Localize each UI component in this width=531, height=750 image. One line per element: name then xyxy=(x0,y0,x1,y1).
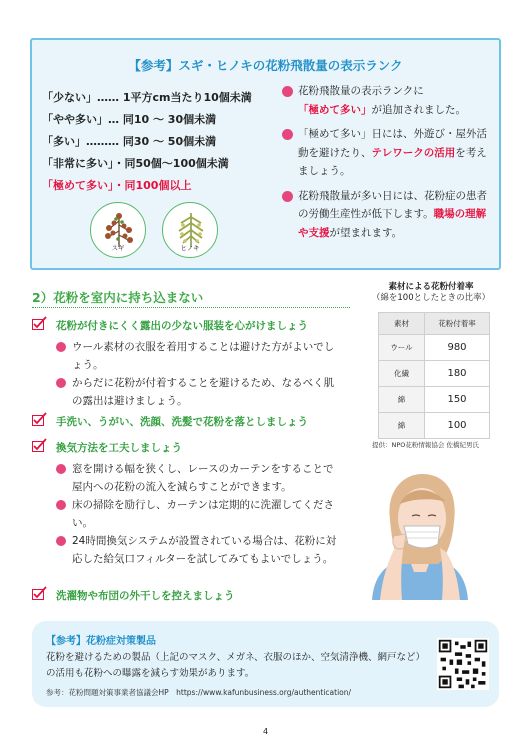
table-cell-value: 100 xyxy=(425,413,490,439)
rank-row: 「少ない」…… 1平方cm当たり10個未満 xyxy=(42,91,252,104)
section-divider xyxy=(32,307,350,308)
woman-with-mask-illustration xyxy=(360,460,480,600)
page-number: 4 xyxy=(262,727,269,736)
table-cell-material: 綿 xyxy=(379,387,425,413)
rank-row-extreme: 「極めて多い」・同100個以上 xyxy=(42,179,192,192)
table-cell-material: ウール xyxy=(379,335,425,361)
products-text: 花粉を避けるための製品（上記のマスク、メガネ、衣服のほか、空気清浄機、網戸など）の活用も花粉への曝露を減らす効果があります。 xyxy=(46,652,426,679)
table-header: 花粉付着率 xyxy=(425,313,490,335)
sub-bullet: 窓を開ける幅を狭くし、レースのカーテンをすることで屋内への花粉の流入を減らすことができます。 xyxy=(56,460,338,496)
sub-bullet: 24時間換気システムが設置されている場合は、花粉に対応した給気口フィルターを試してみてもよいでしょう。 xyxy=(56,532,338,568)
rank-list xyxy=(42,87,292,197)
table-source: 提供：NPO花粉情報協会 佐橋紀男氏 xyxy=(372,441,479,449)
pollen-adhesion-table xyxy=(378,312,490,439)
bullet-dot-icon xyxy=(56,500,66,510)
reference-bullet: 花粉飛散量が多い日には、花粉症の患者の労働生産性が低下します。職場の理解や支援が望まれます。 xyxy=(282,187,494,243)
bullet-dot-icon xyxy=(282,191,293,202)
check-icon xyxy=(32,441,46,452)
bullet-dot-icon xyxy=(56,342,66,352)
rank-row: 「非常に多い」・同50個～100個未満 xyxy=(42,157,229,170)
reference-bullet: 「極めて多い」日には、外遊び・屋外活動を避けたり、テレワークの活用を考えましょう。 xyxy=(282,125,494,181)
sub-bullet: ウール素材の衣服を着用することは避けた方がよいでしょう。 xyxy=(56,338,338,374)
table-cell-value: 980 xyxy=(425,335,490,361)
reference-bullet: 花粉飛散量の表示ランクに「極めて多い」が追加されました。 xyxy=(282,82,494,119)
bullet-dot-icon xyxy=(56,378,66,388)
products-title: 【参考】花粉症対策製品 xyxy=(46,636,156,647)
sugi-illustration xyxy=(90,202,146,258)
check-icon xyxy=(32,415,46,426)
section-title: 2）花粉を室内に持ち込まない xyxy=(32,290,204,305)
products-box xyxy=(32,621,499,707)
sub-bullet: からだに花粉が付着することを避けるため、なるべく肌の露出は避けましょう。 xyxy=(56,374,338,410)
table-cell-value: 180 xyxy=(425,361,490,387)
table-title: 素材による花粉付着率 （綿を100としたときの比率） xyxy=(371,282,491,303)
rank-row: 「多い」……… 同30 ～ 50個未満 xyxy=(42,135,217,148)
qr-code-icon[interactable] xyxy=(437,638,489,690)
reference-box xyxy=(30,38,501,270)
rank-row: 「やや多い」… 同10 ～ 30個未満 xyxy=(42,113,217,126)
table-row xyxy=(379,387,490,413)
table-cell-value: 150 xyxy=(425,387,490,413)
table-row xyxy=(379,413,490,439)
bullet-dot-icon xyxy=(282,129,293,140)
check-icon xyxy=(32,319,46,330)
reference-bullets xyxy=(282,82,494,248)
bullet-dot-icon xyxy=(282,86,293,97)
hinoki-label: ヒノキ xyxy=(180,244,200,252)
products-source: 参考：花粉問題対策事業者協議会HP https://www.kafunbusiness.org/authentication/ xyxy=(46,688,352,697)
table-cell-material: 綿 xyxy=(379,413,425,439)
reference-title: 【参考】スギ・ヒノキの花粉飛散量の表示ランク xyxy=(128,58,403,73)
sub-bullet: 床の掃除を励行し、カーテンは定期的に洗濯してください。 xyxy=(56,496,338,532)
check-icon xyxy=(32,589,46,600)
sugi-label: スギ xyxy=(111,244,125,252)
bullet-dot-icon xyxy=(56,536,66,546)
bullet-dot-icon xyxy=(56,464,66,474)
table-row xyxy=(379,361,490,387)
table-header-row xyxy=(379,313,490,335)
table-cell-material: 化繊 xyxy=(379,361,425,387)
table-row xyxy=(379,335,490,361)
hinoki-illustration xyxy=(162,202,218,258)
table-header: 素材 xyxy=(379,313,425,335)
